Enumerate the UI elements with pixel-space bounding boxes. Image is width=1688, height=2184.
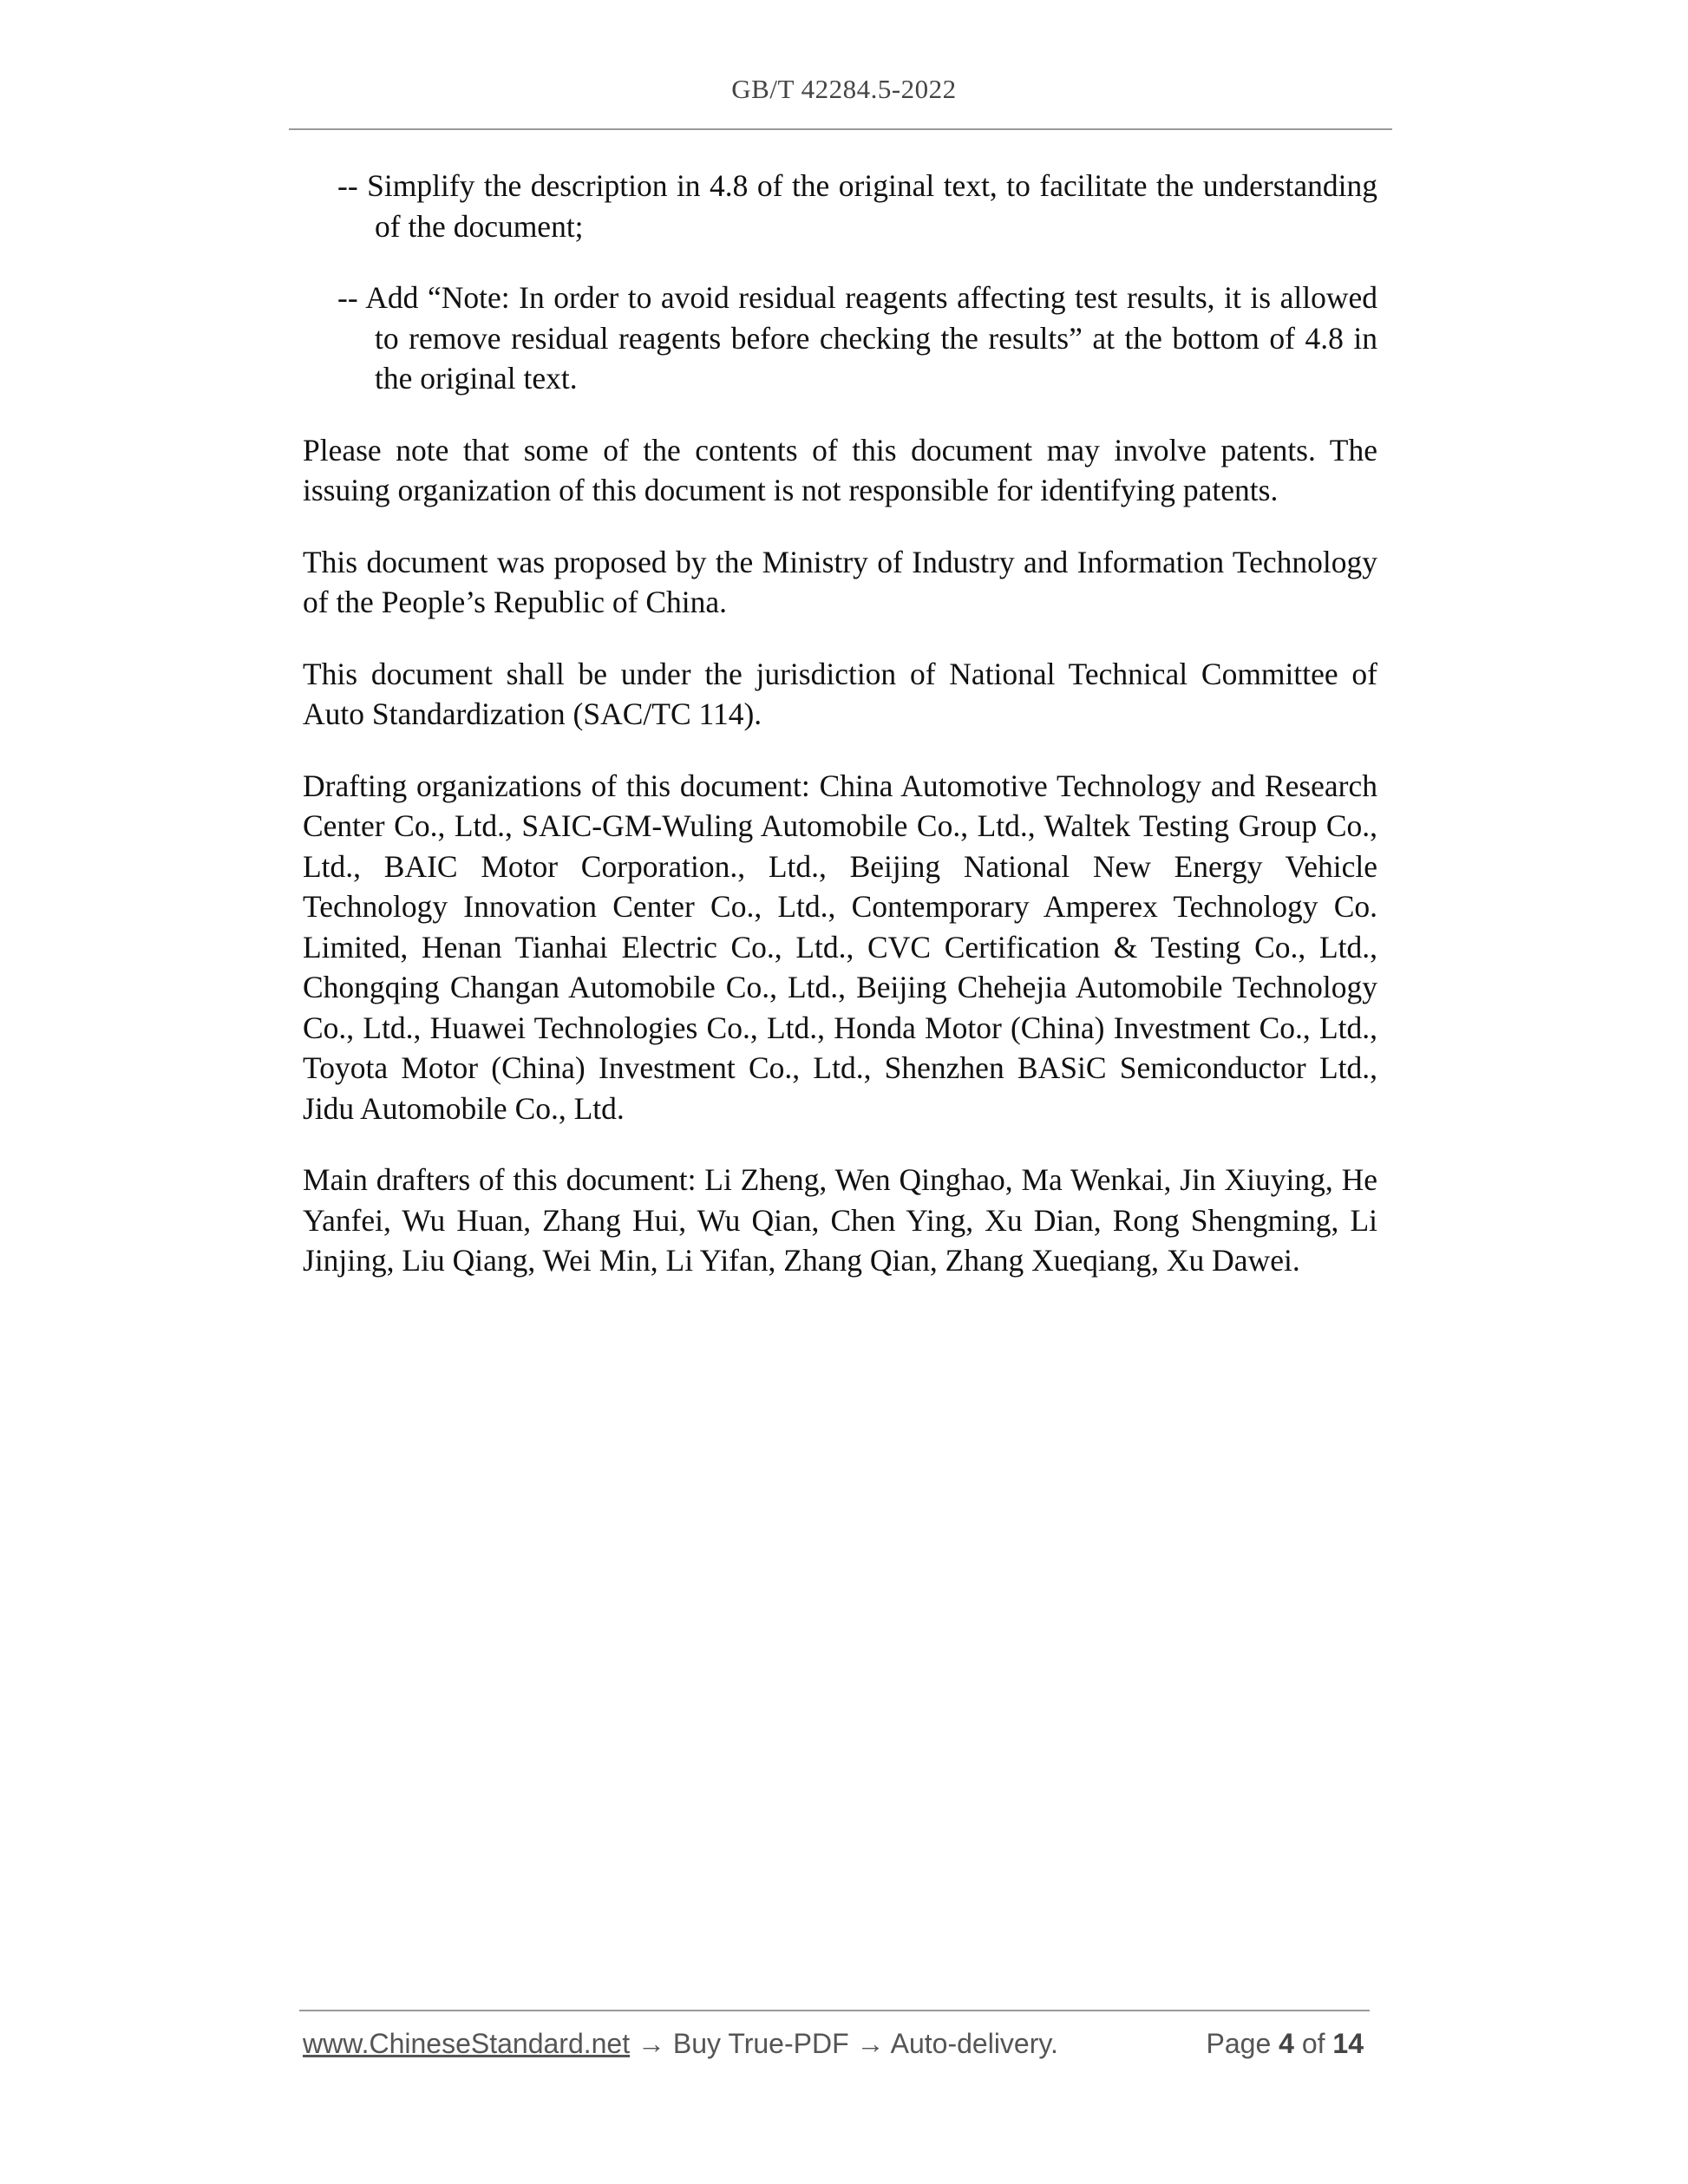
drafting-organizations-paragraph: Drafting organizations of this document: China Automotive Technology and Research Center Co., Ltd., SAIC-GM-Wuling Automobile Co., Ltd., Waltek Testing Group Co., Ltd., BAIC Motor Corporation., Ltd., Beijing National New Energy Vehicle Technology Innovation Center Co., Ltd., Contemporary Amperex Technology Co. Limited, Henan Tianhai Electric Co., Ltd., CVC Certification & Testing Co., Ltd., Chongqing Changan Automobile Co., Ltd., Beijing Chehejia Automobile Technology Co., Ltd., Huawei Technologies Co., Ltd., Honda Motor (China) Investment Co., Ltd., Toyota Motor (China) Investment Co., Ltd., Shenzhen BASiC Semiconductor Ltd., Jidu Automobile Co., Ltd.: [303, 768, 1377, 1126]
jurisdiction-paragraph: This document shall be under the jurisdiction of National Technical Committee of Auto Standardization (SAC/TC 114).: [303, 656, 1377, 731]
amendment-bullet-add-note: -- Add “Note: In order to avoid residual reagents affecting test results, it is allowed to remove residual reagents before checking the results” at the bottom of 4.8 in the original text.: [337, 280, 1377, 396]
of-label: of: [1301, 2028, 1325, 2059]
patents-paragraph: Please note that some of the contents of this document may involve patents. The issuing organization of this document is not responsible for identifying patents.: [303, 432, 1377, 507]
current-page-number: 4: [1279, 2028, 1294, 2059]
footer-divider: [299, 2010, 1370, 2011]
footer-promo-text: → Buy True-PDF → Auto-delivery.: [630, 2028, 1058, 2059]
footer-promo: [303, 2028, 1058, 2060]
page-label: Page: [1206, 2028, 1272, 2059]
main-drafters-paragraph: Main drafters of this document: Li Zheng, Wen Qinghao, Ma Wenkai, Jin Xiuying, He Yanfei, Wu Huan, Zhang Hui, Wu Qian, Chen Ying, Xu Dian, Rong Shengming, Li Jinjing, Liu Qiang, Wei Min, Li Yifan, Zhang Qian, Zhang Xueqiang, Xu Dawei.: [303, 1162, 1377, 1278]
total-pages-number: 14: [1332, 2028, 1364, 2059]
page-header-standard-number: GB/T 42284.5-2022: [731, 74, 957, 104]
document-body: [303, 166, 1377, 1312]
proposed-by-paragraph: This document was proposed by the Ministry of Industry and Information Technology of the People’s Republic of China.: [303, 544, 1377, 619]
amendment-bullet-simplify: -- Simplify the description in 4.8 of the original text, to facilitate the understanding of the document;: [337, 168, 1377, 244]
page-indicator: [1207, 2028, 1364, 2060]
website-link[interactable]: www.ChineseStandard.net: [303, 2028, 631, 2059]
header-divider: [289, 128, 1392, 130]
